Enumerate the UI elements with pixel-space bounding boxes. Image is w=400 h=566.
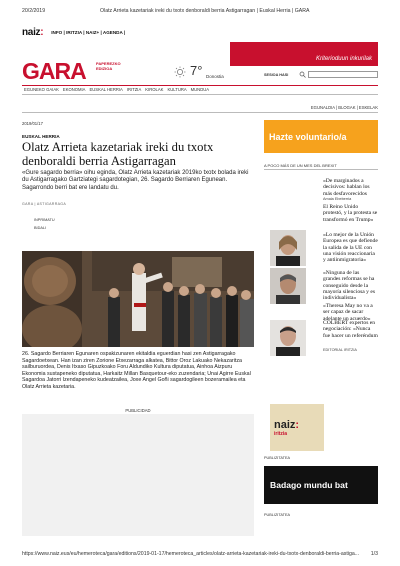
article-tags[interactable]: GARA | ASTIGARRAGA — [22, 202, 67, 206]
masthead-banner — [230, 42, 378, 66]
story-headline[interactable]: «De marginados a decisivos: hablan los más desfavorecidos — [323, 178, 370, 197]
nav-item-eguneko-gaiak[interactable]: EGUNEKO GAIAK — [24, 87, 59, 92]
sidebar-title: A POCO MÁS DE UN MES DEL BREXIT — [264, 163, 337, 168]
sun-icon — [174, 66, 186, 78]
footer-page-number: 1/3 — [370, 551, 378, 557]
gara-logo[interactable]: GARA — [22, 58, 86, 84]
story-thumbnail — [270, 230, 306, 266]
article-section[interactable]: EUSKAL HERRIA — [22, 134, 60, 139]
secondary-nav[interactable]: EGUNALDIA | BLOGAK | ESKELAK — [310, 105, 378, 110]
naiz-ad-subtitle: iritzia — [274, 430, 288, 437]
nav-item-kirolak[interactable]: KIROLAK — [145, 87, 164, 92]
search-icon[interactable] — [299, 71, 306, 78]
secondary-divider — [22, 112, 378, 113]
nav-divider-bottom — [22, 94, 378, 95]
story-headline[interactable]: «Lo mejor de la Unión Europea es que defiende la salida de la UE con una visión reaccionaria y antiinmigratoria» — [323, 232, 378, 264]
nav-divider — [22, 85, 378, 86]
naiz-ad-logo: naiz: — [274, 418, 300, 431]
print-button[interactable]: INPRIMATU — [34, 218, 55, 222]
story-headline[interactable]: El Reino Unido protestó, y la protesta se transformó en Trump» — [323, 204, 378, 223]
volunteer-ad-text: Hazte voluntario/a — [269, 131, 347, 142]
nav-item-ekonomia[interactable]: EKONOMIA — [62, 87, 86, 92]
edition-line-1: PAPEREZKO — [96, 61, 121, 66]
publicity-label: PUBLIZITATEA — [264, 513, 291, 517]
search-input[interactable] — [308, 71, 378, 78]
story-headline[interactable]: «Theresa May no va a ser capaz de sacar adelante un acuerdo» — [323, 303, 373, 322]
footer-url: https://www.naiz.eus/eu/hemeroteca/gara/editions/2019-01-17/hemeroteca_articles/olatz-arrieta-kazetariak-ireki-du-txotx-denboraldi-berria-astiga... — [22, 551, 360, 557]
naiz-top-bar — [22, 26, 378, 38]
edition-line-2: EDIZIOA — [96, 66, 113, 71]
sidebar-divider — [264, 169, 378, 170]
article-date: 2019/01/17 — [22, 121, 43, 126]
weather-city: Donostia — [206, 74, 224, 79]
naiz-iritzia-ad[interactable] — [270, 404, 324, 451]
story-author: EDITORIAL IRITZIA — [323, 348, 357, 352]
nav-item-kultura[interactable]: KULTURA — [167, 87, 187, 92]
naiz-top-links[interactable]: INFO | IRITZIA | NAIZ+ | AGENDA | — [51, 29, 126, 35]
login-link[interactable]: SESIOA HASI — [264, 73, 289, 77]
volunteer-ad[interactable] — [264, 120, 378, 153]
story-author: Amaia Ebeberria — [323, 197, 352, 201]
article-headline: Olatz Arrieta kazetariak ireki du txotx denboraldi berria Astigarragan — [22, 140, 214, 168]
black-ad-text: Badago mundu bat — [270, 480, 348, 490]
article-lead: «Gure sagardo berria» oihu eginda, Olatz Arrieta kazetariak 2019ko txotx bolada ireki du Astigarragako Gartziategi sagardotegian, 26. Sagardo Berriaren Egunean. Sagarrondo berri bat ere landatu du. — [22, 170, 249, 191]
advertising-label: PUBLICIDAD — [125, 408, 151, 413]
photo-caption: 26. Sagardo Berriaren Egunaren ospakizunaren ekitaldia eguerdian hasi zen Astigarragako Sagardoetxean. Han izan ziren Zorione Etxezarraga alkatea, Bittor Oroz Lakuako Nekazaritza sailburuordea, Denis Itxaso Gipuzkoako Foru Aldundiko Kultura diputatua, Ainhoa Aizpuru Ekonomia sustapeneko diputatua, Harkaitz Millan Basquetour-eko zuzendaria; Unai Agirre Euskal Sagardoa Jatorri Izendapeneko kudeatzailea, Joxe Angel Goñi sagardogileen bozeramailea eta Olatz Arrieta kazetaria. — [22, 351, 251, 390]
print-page-title: Olatz Arrieta kazetariak ireki du txotx denboraldi berria Astigarragan | Euskal Herria | GARA — [100, 8, 310, 14]
publicity-label: PUBLIZITATEA — [264, 456, 291, 460]
banner-text: Kriterioduun inkurilak — [315, 56, 372, 62]
send-button[interactable]: BIDALI — [34, 226, 47, 230]
story-headline[interactable]: «Ninguna de las grandes reformas se ha conseguido desde la mayoría silenciosa y es individualista» — [323, 270, 376, 302]
main-nav — [24, 87, 209, 92]
nav-item-mundua[interactable]: MUNDUA — [190, 87, 210, 92]
story-headline[interactable]: COLBERT expertos en negociación: «Nunca fue hacer un referéndum — [323, 320, 378, 339]
gara-edition-label — [96, 61, 121, 71]
nav-item-euskal-herria[interactable]: EUSKAL HERRIA — [89, 87, 123, 92]
article-photo — [22, 251, 254, 347]
badago-mundu-bat-ad[interactable] — [264, 466, 378, 504]
nav-item-iritzia[interactable]: IRITZIA — [126, 87, 142, 92]
print-date: 20/2/2019 — [22, 8, 46, 14]
weather-temperature: 7° — [190, 63, 203, 78]
story-thumbnail — [270, 268, 306, 304]
naiz-logo[interactable]: naiz: — [22, 26, 44, 38]
story-thumbnail — [270, 320, 306, 356]
advertising-placeholder[interactable] — [22, 414, 254, 536]
